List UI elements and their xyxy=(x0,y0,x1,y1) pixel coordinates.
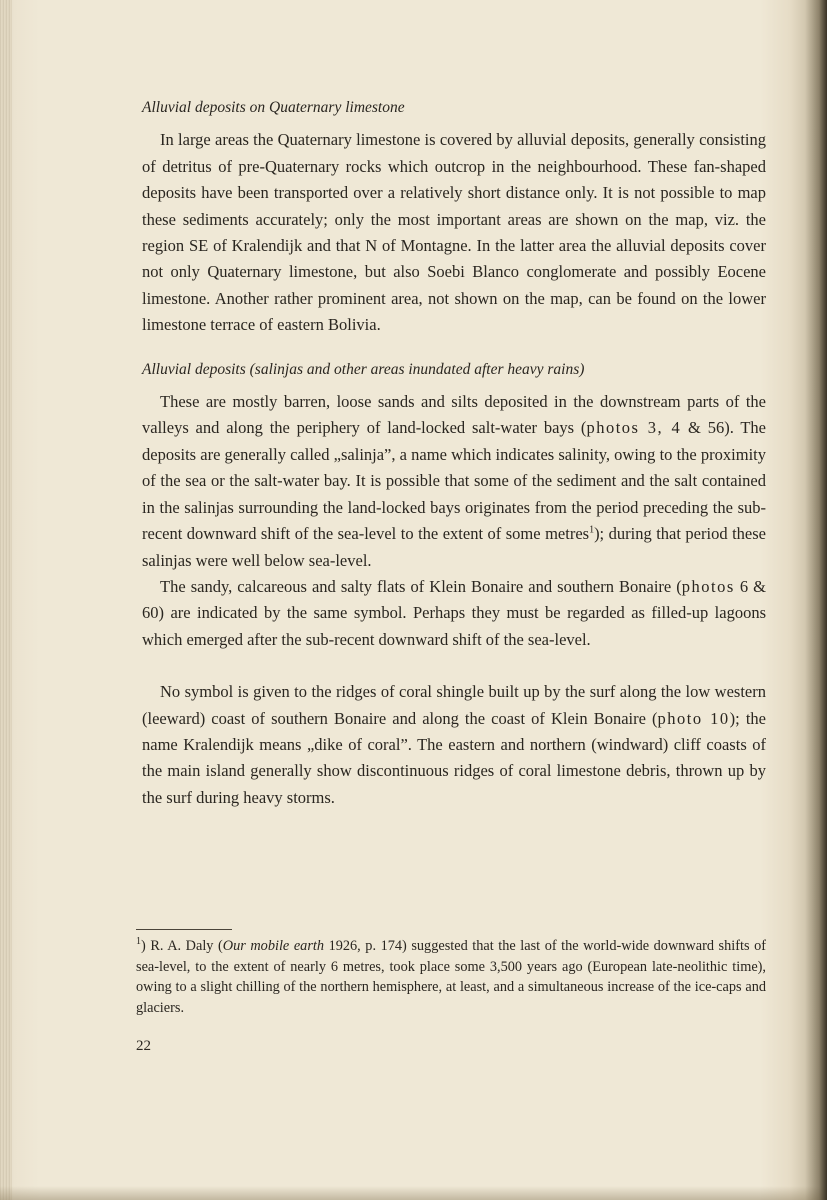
binding-shadow xyxy=(805,0,827,1200)
paragraph-salinjas-2-text-a: The sandy, calcareous and salty flats of Klein Bonaire and southern Bonaire ( xyxy=(160,576,682,596)
footnote xyxy=(136,936,766,1018)
footnote-reference: 1 xyxy=(589,524,595,536)
paragraph-salinjas-1-text-c: ); during that period these salinjas were well below sea-level. xyxy=(142,524,766,570)
photo-reference: photos 3, 4 xyxy=(586,418,682,438)
page-number: 22 xyxy=(136,1038,151,1054)
footnote-text-a: ) R. A. Daly ( xyxy=(141,938,223,954)
main-text xyxy=(142,95,766,811)
footnote-rule xyxy=(136,929,232,930)
footnote-text-b: 1926, p. 174) suggested that the last of the world-wide downward shifts of sea-level, to the extent of nearly 6 metres, took place some 3,500 years ago (European late-neolithic time), owing to a slight chilling of the northern hemisphere, at least, and a simultaneous increase of the ice-caps and glaciers. xyxy=(136,938,766,1016)
paragraph-alluvial-quaternary: In large areas the Quaternary limestone is covered by alluvial deposits, generally consisting of detritus of pre-Quaternary rocks which outcrop in the neighbourhood. These fan-shaped deposits have been transported over a relatively short distance only. It is not possible to map these sediments accurately; only the most important areas are shown on the map, viz. the region SE of Kralendijk and that N of Montagne. In the latter area the alluvial deposits cover not only Quaternary limestone, but also Soebi Blanco conglomerate and possibly Eocene limestone. Another rather prominent area, not shown on the map, can be found on the lower limestone terrace of eastern Bolivia. xyxy=(142,130,766,335)
photo-reference: photo 10 xyxy=(657,708,730,728)
section-heading-alluvial-quaternary: Alluvial deposits on Quaternary limestone xyxy=(142,99,405,116)
paragraph-gap xyxy=(142,653,766,679)
paragraph-salinjas-2-text-b: 6 & 60) are indicated by the same symbol. Perhaps they must be regarded as filled-up lagoons which emerged after the sub-recent downward shift of the sea-level. xyxy=(142,576,766,649)
paragraph-salinjas-2 xyxy=(142,574,766,653)
page-bottom-shading xyxy=(0,1186,827,1200)
paragraph-coral-shingle xyxy=(142,679,766,811)
section-heading-salinjas: Alluvial deposits (salinjas and other areas inundated after heavy rains) xyxy=(142,360,585,378)
footnote-marker: 1 xyxy=(136,936,141,948)
paragraph-salinjas-1 xyxy=(142,389,766,574)
paragraph-salinjas-1-text-a: These are mostly barren, loose sands and silts deposited in the downstream parts of the valleys and along the periphery of land-locked salt-water bays ( xyxy=(142,392,766,438)
paragraph-coral-shingle-text-b: ); the name Kralendijk means „dike of coral”. The eastern and northern (windward) cliff coasts of the main island generally show discontinuous ridges of coral limestone debris, thrown up by the surf during heavy storms. xyxy=(142,708,766,807)
photo-reference: photos xyxy=(681,576,735,596)
page-stack-edges xyxy=(0,0,12,1200)
paragraph-salinjas-1-text-b: & 56). The deposits are generally called „salinja”, a name which indicates salinity, owing to the proximity of the sea or the salt-water bay. It is possible that some of the sediment and the salt contained in the salinjas surrounding the land-locked bays originates from the period preceding the sub-recent downward shift of the sea-level to the extent of some metres xyxy=(142,418,766,544)
footnote-book-title: Our mobile earth xyxy=(222,938,325,954)
paragraph-coral-shingle-text-a: No symbol is given to the ridges of coral shingle built up by the surf along the low western (leeward) coast of southern Bonaire and along the coast of Klein Bonaire ( xyxy=(142,682,766,728)
